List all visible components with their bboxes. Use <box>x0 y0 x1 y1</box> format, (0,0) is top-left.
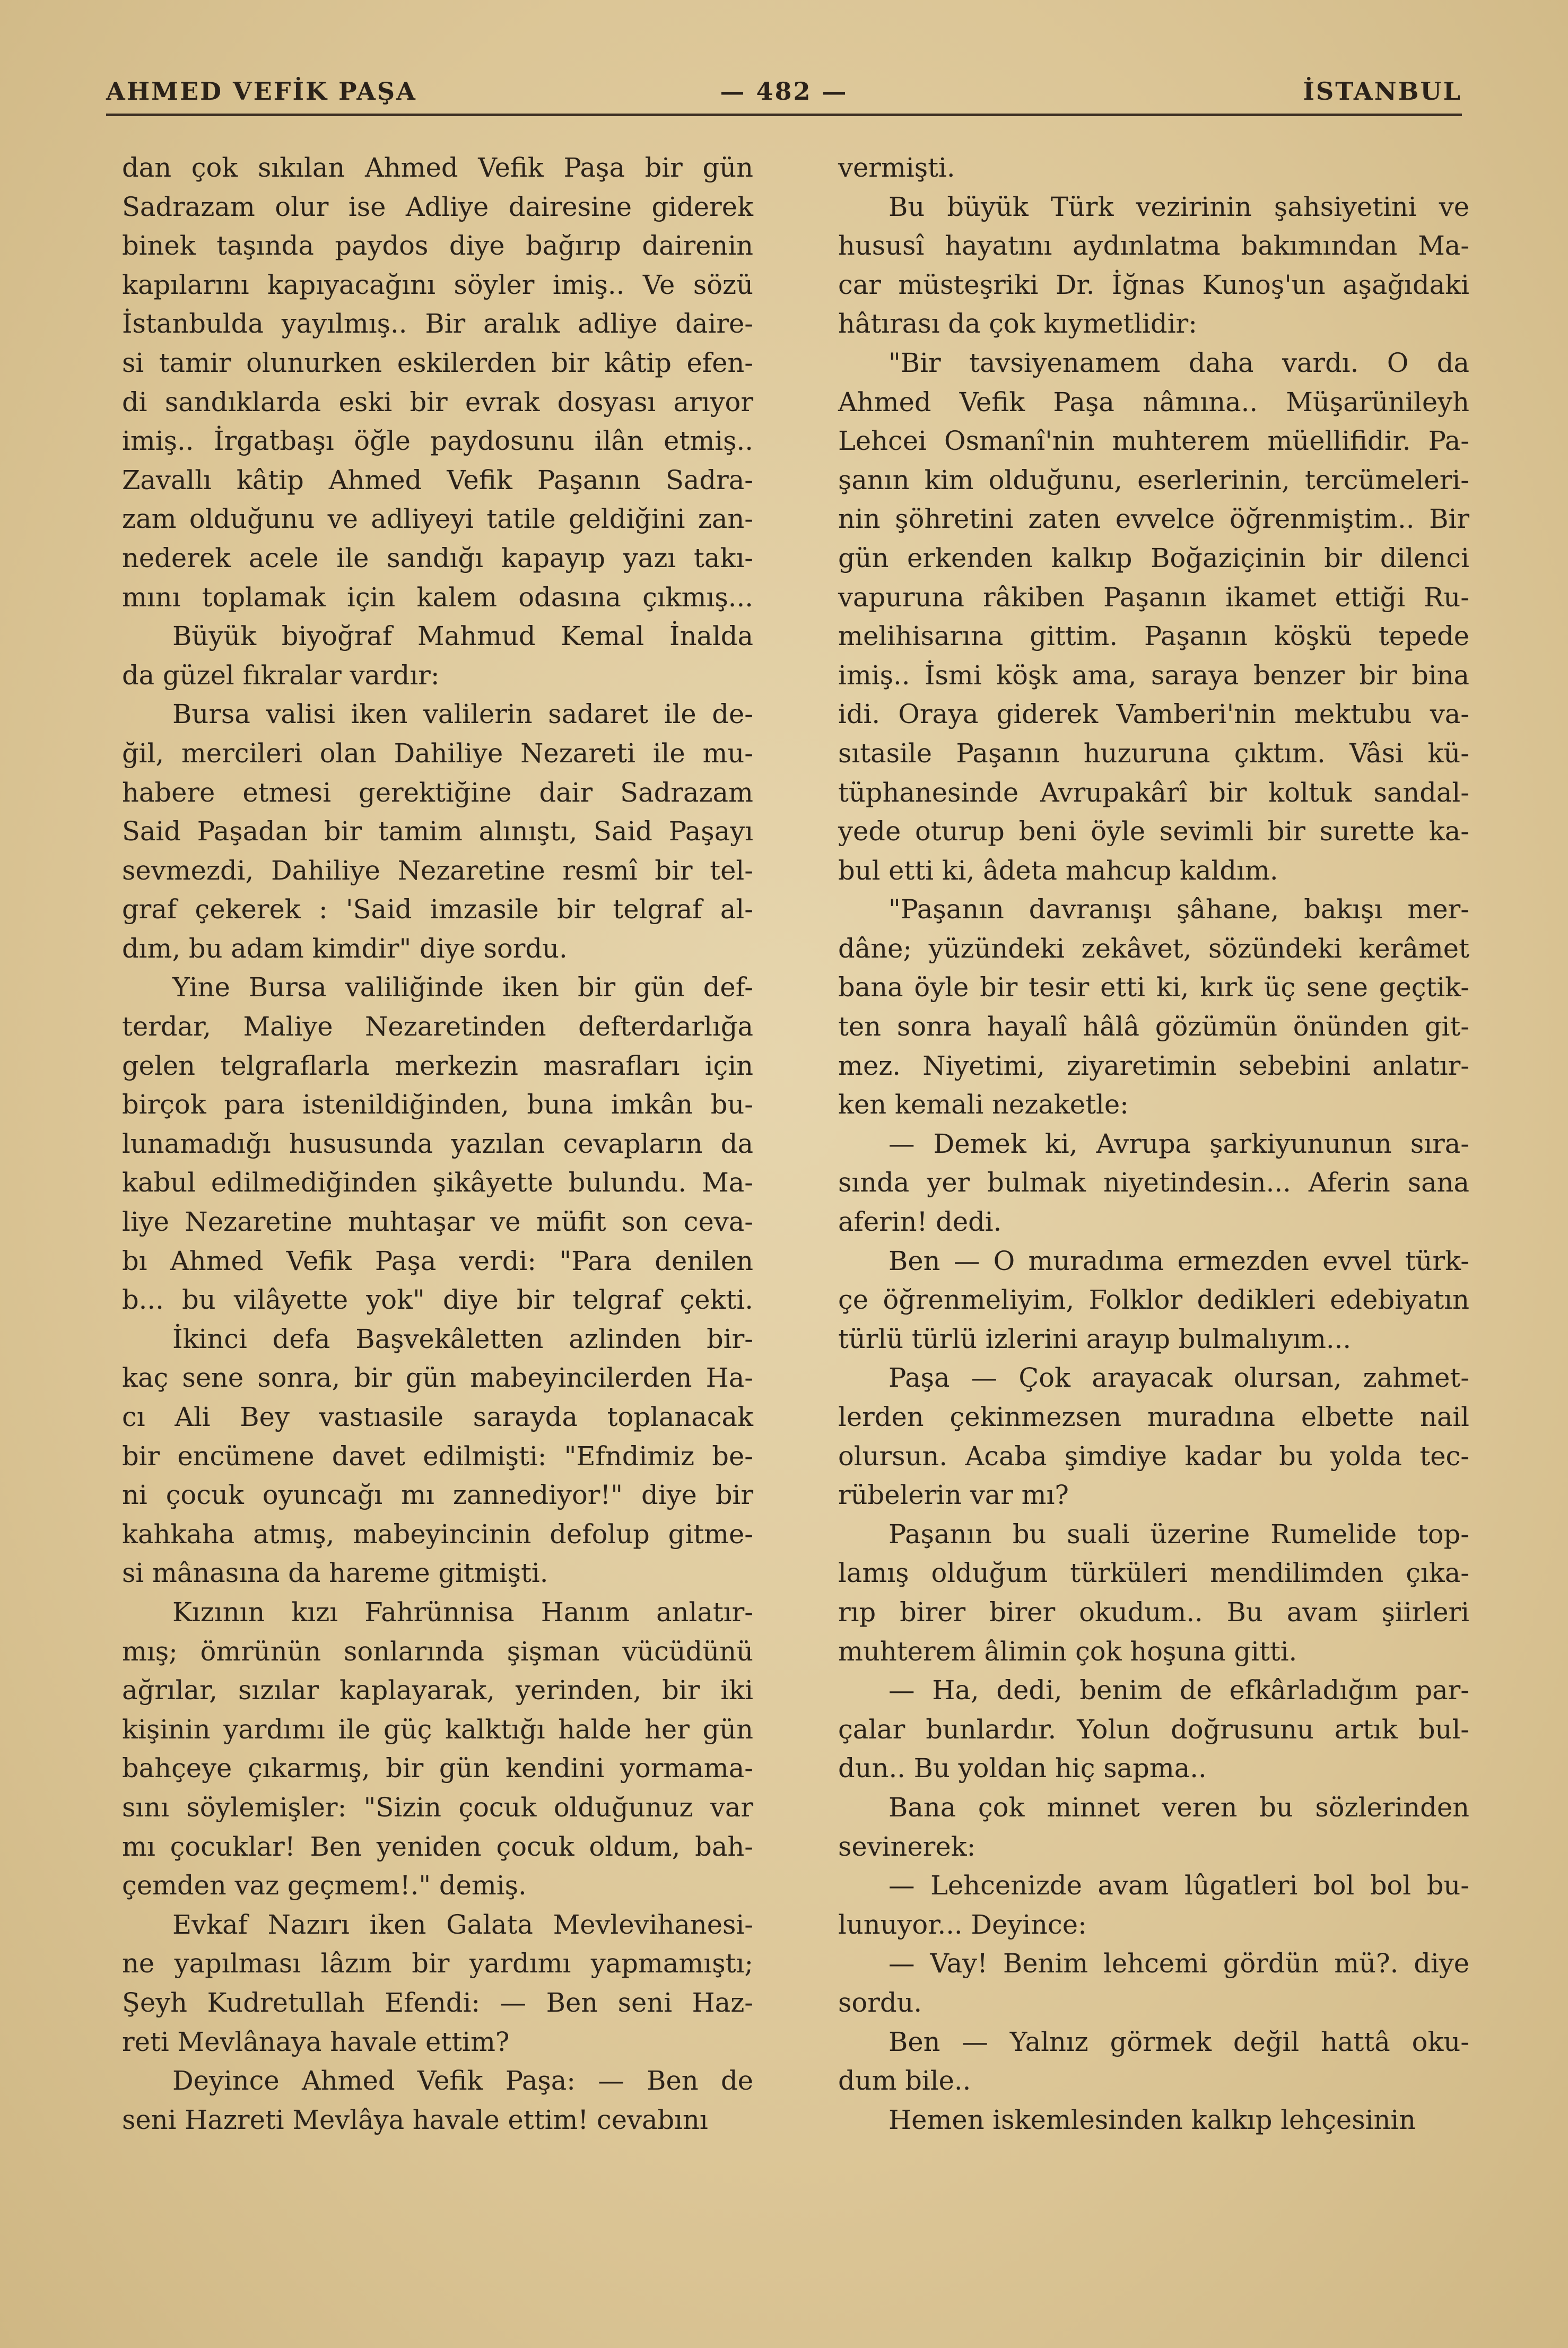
left-column-line: habere etmesi gerektiğine dair Sadrazam <box>122 777 753 808</box>
right-column-line: çe öğrenmeliyim, Folklor dedikleri edebiyatın <box>838 1284 1469 1316</box>
right-column-line: melihisarına gittim. Paşanın köşkü tepede <box>838 621 1469 652</box>
left-column-line: b... bu vilâyette yok" diye bir telgraf çekti. <box>122 1284 753 1316</box>
right-column-line: rübelerin var mı? <box>838 1480 1069 1511</box>
left-column-line: ni çocuk oyuncağı mı zannediyor!" diye bir <box>122 1480 753 1511</box>
left-text-column <box>122 149 753 2140</box>
left-column-line: ne yapılması lâzım bir yardımı yapmamıştı; <box>122 1948 753 1979</box>
right-column-line: idi. Oraya giderek Vamberi'nin mektubu va- <box>838 699 1469 730</box>
header-rule <box>106 114 1462 116</box>
left-column-line: Said Paşadan bir tamim alınıştı, Said Paşayı <box>122 816 753 847</box>
left-column-line: zam olduğunu ve adliyeyi tatile geldiğini zan- <box>122 503 753 535</box>
right-column-line: Paşa — Çok arayacak olursan, zahmet- <box>888 1362 1469 1394</box>
right-column-line: şanın kim olduğunu, eserlerinin, tercümeleri- <box>838 464 1469 495</box>
right-column-line: ten sonra hayalî hâlâ gözümün önünden git- <box>838 1011 1469 1042</box>
right-column-line: dun.. Bu yoldan hiç sapma.. <box>838 1753 1207 1784</box>
left-column-line: dan çok sıkılan Ahmed Vefik Paşa bir gün <box>122 152 753 183</box>
left-column-line: lunamadığı hususunda yazılan cevapların da <box>122 1128 753 1159</box>
right-column-line: Bana çok minnet veren bu sözlerinden <box>888 1792 1469 1823</box>
left-column-line: binek taşında paydos diye bağırıp dairenin <box>122 230 753 262</box>
right-column-line: bul etti ki, âdeta mahcup kaldım. <box>838 855 1278 886</box>
right-text-column <box>838 149 1469 2140</box>
left-column-line: Kızının kızı Fahrünnisa Hanım anlatır- <box>172 1596 753 1628</box>
page-number: — 482 — <box>720 77 848 106</box>
left-column-line: mını toplamak için kalem odasına çıkmış... <box>122 581 753 613</box>
left-column-line: Deyince Ahmed Vefik Paşa: — Ben de <box>172 2065 753 2097</box>
right-column-line: yede oturup beni öyle sevimli bir surette ka- <box>838 816 1469 847</box>
left-column-line: Bursa valisi iken valilerin sadaret ile de- <box>172 699 753 730</box>
left-column-line: Evkaf Nazırı iken Galata Mevlevihanesi- <box>172 1909 753 1940</box>
left-column-line: Büyük biyoğraf Mahmud Kemal İnalda <box>172 621 753 652</box>
right-column-line: ken kemali nezaketle: <box>838 1089 1129 1120</box>
right-column-line: Bu büyük Türk vezirinin şahsiyetini ve <box>888 191 1469 222</box>
left-column-line: mı çocuklar! Ben yeniden çocuk oldum, bah- <box>122 1831 753 1862</box>
left-column-line: kahkaha atmış, mabeyincinin defolup gitme- <box>122 1518 753 1550</box>
left-column-line: di sandıklarda eski bir evrak dosyası arıyor <box>122 386 753 418</box>
right-column-line: tüphanesinde Avrupakârî bir koltuk sandal- <box>838 777 1469 808</box>
left-column-line: sevmezdi, Dahiliye Nezaretine resmî bir tel- <box>122 855 753 886</box>
left-column-line: Şeyh Kudretullah Efendi: — Ben seni Haz- <box>122 1987 753 2018</box>
right-column-line: muhterem âlimin çok hoşuna gitti. <box>838 1636 1297 1667</box>
left-column-line: nederek acele ile sandığı kapayıp yazı takı- <box>122 542 753 573</box>
right-column-line: sordu. <box>838 1987 922 2018</box>
left-column-line: kapılarını kapıyacağını söyler imiş.. Ve sözü <box>122 269 753 300</box>
right-column-line: "Bir tavsiyenamem daha vardı. O da <box>888 347 1469 378</box>
left-column-line: si tamir olunurken eskilerden bir kâtip efen- <box>122 347 753 378</box>
right-column-line: imiş.. İsmi köşk ama, saraya benzer bir bina <box>838 659 1469 691</box>
right-column-line: "Paşanın davranışı şâhane, bakışı mer- <box>888 894 1469 925</box>
right-column-line: rıp birer birer okudum.. Bu avam şiirleri <box>838 1596 1469 1628</box>
header-section: İSTANBUL <box>1303 77 1462 106</box>
left-column-line: çemden vaz geçmem!." demiş. <box>122 1870 527 1901</box>
right-column-line: lamış olduğum türküleri mendilimden çıka- <box>838 1558 1469 1589</box>
left-column-line: imiş.. İrgatbaşı öğle paydosunu ilân etmiş.. <box>122 425 753 457</box>
left-column-line: seni Hazreti Mevlâya havale ettim! cevabını <box>122 2104 708 2135</box>
left-column-line: gelen telgraflarla merkezin masrafları için <box>122 1050 753 1081</box>
right-column-line: nin şöhretini zaten evvelce öğrenmiştim.. Bir <box>838 503 1469 535</box>
right-column-line: sıtasile Paşanın huzuruna çıktım. Vâsi kü- <box>838 737 1469 769</box>
left-column-line: bir encümene davet edilmişti: "Efndimiz be- <box>122 1440 753 1472</box>
left-column-line: da güzel fıkralar vardır: <box>122 659 440 691</box>
right-column-line: bana öyle bir tesir etti ki, kırk üç sene geçtik- <box>838 972 1469 1003</box>
left-column-line: bahçeye çıkarmış, bir gün kendini yormama- <box>122 1753 753 1784</box>
right-column-line: lerden çekinmezsen muradına elbette nail <box>838 1402 1469 1432</box>
right-column-line: Ben — O muradıma ermezden evvel türk- <box>888 1245 1469 1276</box>
header-author: AHMED VEFİK PAŞA <box>106 77 417 106</box>
right-column-line: — Lehcenizde avam lûgatleri bol bol bu- <box>888 1870 1469 1901</box>
right-column-line: hususî hayatını aydınlatma bakımından Ma- <box>838 230 1469 262</box>
left-column-line: mış; ömrünün sonlarında şişman vücüdünü <box>122 1636 753 1667</box>
right-column-line: vapuruna râkiben Paşanın ikamet ettiği Ru- <box>838 581 1469 613</box>
left-column-line: ağrılar, sızılar kaplayarak, yerinden, bir iki <box>122 1675 753 1706</box>
right-column-line: olursun. Acaba şimdiye kadar bu yolda tec- <box>838 1440 1469 1472</box>
left-column-line: Sadrazam olur ise Adliye dairesine giderek <box>122 191 753 222</box>
left-column-line: bı Ahmed Vefik Paşa verdi: "Para denilen <box>122 1245 753 1276</box>
right-column-line: dum bile.. <box>838 2065 971 2097</box>
right-column-line: vermişti. <box>838 152 955 183</box>
right-column-line: aferin! dedi. <box>838 1206 1002 1238</box>
right-column-line: gün erkenden kalkıp Boğaziçinin bir dilenci <box>838 542 1469 573</box>
right-column-line: dâne; yüzündeki zekâvet, sözündeki kerâmet <box>838 933 1469 964</box>
left-column-line: graf çekerek : 'Said imzasile bir telgraf al- <box>122 894 753 925</box>
right-column-line: sevinerek: <box>838 1831 976 1862</box>
left-column-line: kaç sene sonra, bir gün mabeyincilerden Ha- <box>122 1362 753 1394</box>
right-column-line: Paşanın bu suali üzerine Rumelide top- <box>888 1518 1469 1550</box>
left-column-line: Zavallı kâtip Ahmed Vefik Paşanın Sadra- <box>122 464 753 495</box>
left-column-line: terdar, Maliye Nezaretinden defterdarlığa <box>122 1011 753 1042</box>
left-column-line: liye Nezaretine muhtaşar ve müfit son ceva- <box>122 1206 753 1238</box>
left-column-line: cı Ali Bey vastıasile sarayda toplanacak <box>122 1402 753 1432</box>
right-column-line: lunuyor... Deyince: <box>838 1909 1087 1940</box>
left-column-line: Yine Bursa valiliğinde iken bir gün def- <box>172 972 753 1003</box>
right-column-line: çalar bunlardır. Yolun doğrusunu artık bul- <box>838 1714 1469 1745</box>
left-column-line: ğil, mercileri olan Dahiliye Nezareti ile mu- <box>122 737 753 769</box>
left-column-line: dım, bu adam kimdir" diye sordu. <box>122 933 568 964</box>
left-column-line: birçok para istenildiğinden, buna imkân bu- <box>122 1089 753 1120</box>
left-column-line: İkinci defa Başvekâletten azlinden bir- <box>172 1323 753 1354</box>
right-column-line: Ahmed Vefik Paşa nâmına.. Müşarünileyh <box>838 386 1469 418</box>
right-column-line: sında yer bulmak niyetindesin... Aferin sana <box>838 1167 1469 1198</box>
right-column-line: — Vay! Benim lehcemi gördün mü?. diye <box>888 1948 1469 1979</box>
left-column-line: sını söylemişler: "Sizin çocuk olduğunuz var <box>122 1792 753 1823</box>
running-header <box>106 72 1462 114</box>
left-column-line: kişinin yardımı ile güç kalktığı halde her gün <box>122 1714 753 1745</box>
right-column-line: car müsteşriki Dr. İğnas Kunoş'un aşağıdaki <box>838 269 1469 300</box>
left-column-line: İstanbulda yayılmış.. Bir aralık adliye daire- <box>122 308 753 340</box>
right-column-line: Ben — Yalnız görmek değil hattâ oku- <box>888 2026 1469 2057</box>
right-column-line: Lehcei Osmanî'nin muhterem müellifidir. Pa- <box>838 425 1469 457</box>
right-column-line: — Demek ki, Avrupa şarkiyununun sıra- <box>888 1128 1469 1159</box>
left-column-line: si mânasına da hareme gitmişti. <box>122 1558 548 1589</box>
right-column-line: hâtırası da çok kıymetlidir: <box>838 308 1197 340</box>
left-column-line: reti Mevlânaya havale ettim? <box>122 2026 510 2057</box>
right-column-line: Hemen iskemlesinden kalkıp lehçesinin <box>888 2104 1416 2135</box>
right-column-line: mez. Niyetimi, ziyaretimin sebebini anlatır- <box>838 1050 1469 1081</box>
right-column-line: türlü türlü izlerini arayıp bulmalıyım... <box>838 1323 1352 1354</box>
right-column-line: — Ha, dedi, benim de efkârladığım par- <box>888 1675 1469 1706</box>
left-column-line: kabul edilmediğinden şikâyette bulundu. Ma- <box>122 1167 753 1198</box>
